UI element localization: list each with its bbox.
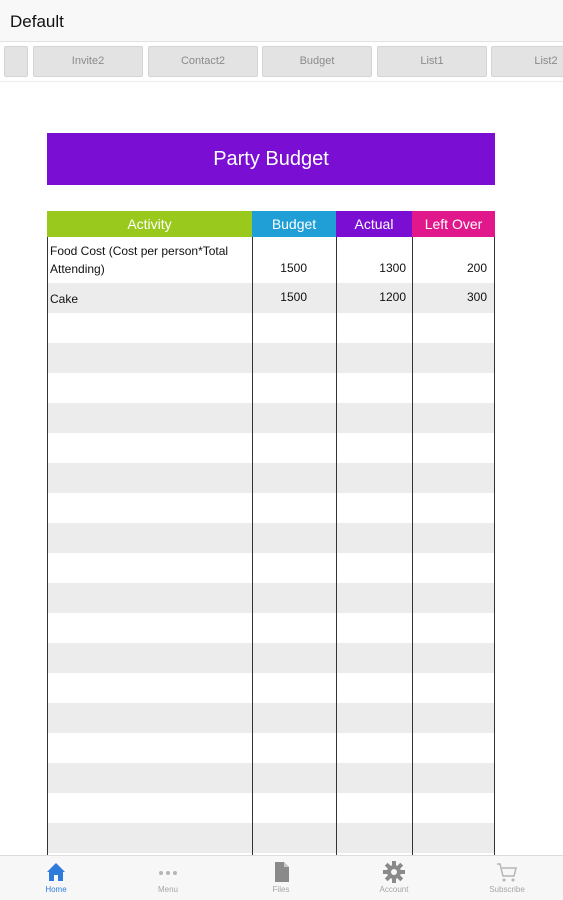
cart-icon — [451, 859, 563, 885]
table-row[interactable] — [47, 403, 495, 433]
nav-account-label: Account — [379, 885, 409, 894]
nav-home[interactable] — [0, 859, 112, 899]
table-row[interactable] — [47, 373, 495, 403]
cell-left-over[interactable]: 200 — [466, 261, 487, 275]
column-divider — [47, 237, 48, 867]
nav-subscribe-label: Subscribe — [489, 885, 525, 894]
table-row[interactable] — [47, 553, 495, 583]
column-divider — [412, 237, 413, 867]
header-left-over: Left Over — [412, 211, 495, 237]
tab-list1[interactable]: List1 — [377, 46, 487, 77]
nav-subscribe[interactable] — [451, 859, 563, 899]
tab-partial[interactable] — [4, 46, 28, 77]
table-row[interactable] — [47, 793, 495, 823]
cell-activity[interactable]: Food Cost (Cost per person*Total Attending) — [50, 244, 229, 276]
column-divider — [336, 237, 337, 867]
table-row[interactable] — [47, 673, 495, 703]
gear-icon — [338, 859, 450, 885]
table-row[interactable] — [47, 343, 495, 373]
nav-files-label: Files — [272, 885, 290, 894]
window-title: Default — [10, 12, 64, 31]
tab-list2[interactable]: List2 — [491, 46, 563, 77]
column-divider — [252, 237, 253, 867]
cell-budget[interactable]: 1500 — [280, 261, 307, 275]
cell-left-over[interactable]: 300 — [466, 290, 487, 304]
column-divider — [494, 237, 495, 867]
table-row[interactable] — [47, 523, 495, 553]
title-bar — [0, 0, 563, 42]
bottom-nav — [0, 855, 563, 900]
table-row[interactable] — [47, 823, 495, 853]
cell-budget[interactable]: 1500 — [280, 290, 307, 304]
table-row[interactable] — [47, 703, 495, 733]
nav-files[interactable] — [225, 859, 337, 899]
sheet-tab-strip — [0, 42, 563, 82]
table-row[interactable] — [47, 433, 495, 463]
table-row[interactable] — [47, 313, 495, 343]
table-row[interactable] — [47, 763, 495, 793]
table-row[interactable] — [47, 583, 495, 613]
tab-invite2[interactable]: Invite2 — [33, 46, 143, 77]
table-row[interactable] — [47, 613, 495, 643]
nav-menu-label: Menu — [157, 885, 178, 894]
cell-actual[interactable]: 1200 — [379, 290, 406, 304]
cell-activity[interactable]: Cake — [50, 292, 79, 306]
header-budget: Budget — [252, 211, 336, 237]
header-activity: Activity — [47, 211, 252, 237]
file-icon — [225, 859, 337, 885]
tab-contact2[interactable]: Contact2 — [148, 46, 258, 77]
nav-menu[interactable] — [112, 859, 224, 899]
table-row[interactable] — [47, 493, 495, 523]
nav-account[interactable] — [338, 859, 450, 899]
sheet-title: Party Budget — [47, 133, 495, 185]
tab-budget[interactable]: Budget — [262, 46, 372, 77]
table-row[interactable] — [47, 733, 495, 763]
cell-actual[interactable]: 1300 — [379, 261, 406, 275]
ellipsis-icon — [112, 859, 224, 885]
home-icon — [0, 859, 112, 885]
table-row[interactable] — [47, 643, 495, 673]
header-actual: Actual — [336, 211, 412, 237]
nav-home-label: Home — [45, 885, 67, 894]
table-row[interactable] — [47, 463, 495, 493]
